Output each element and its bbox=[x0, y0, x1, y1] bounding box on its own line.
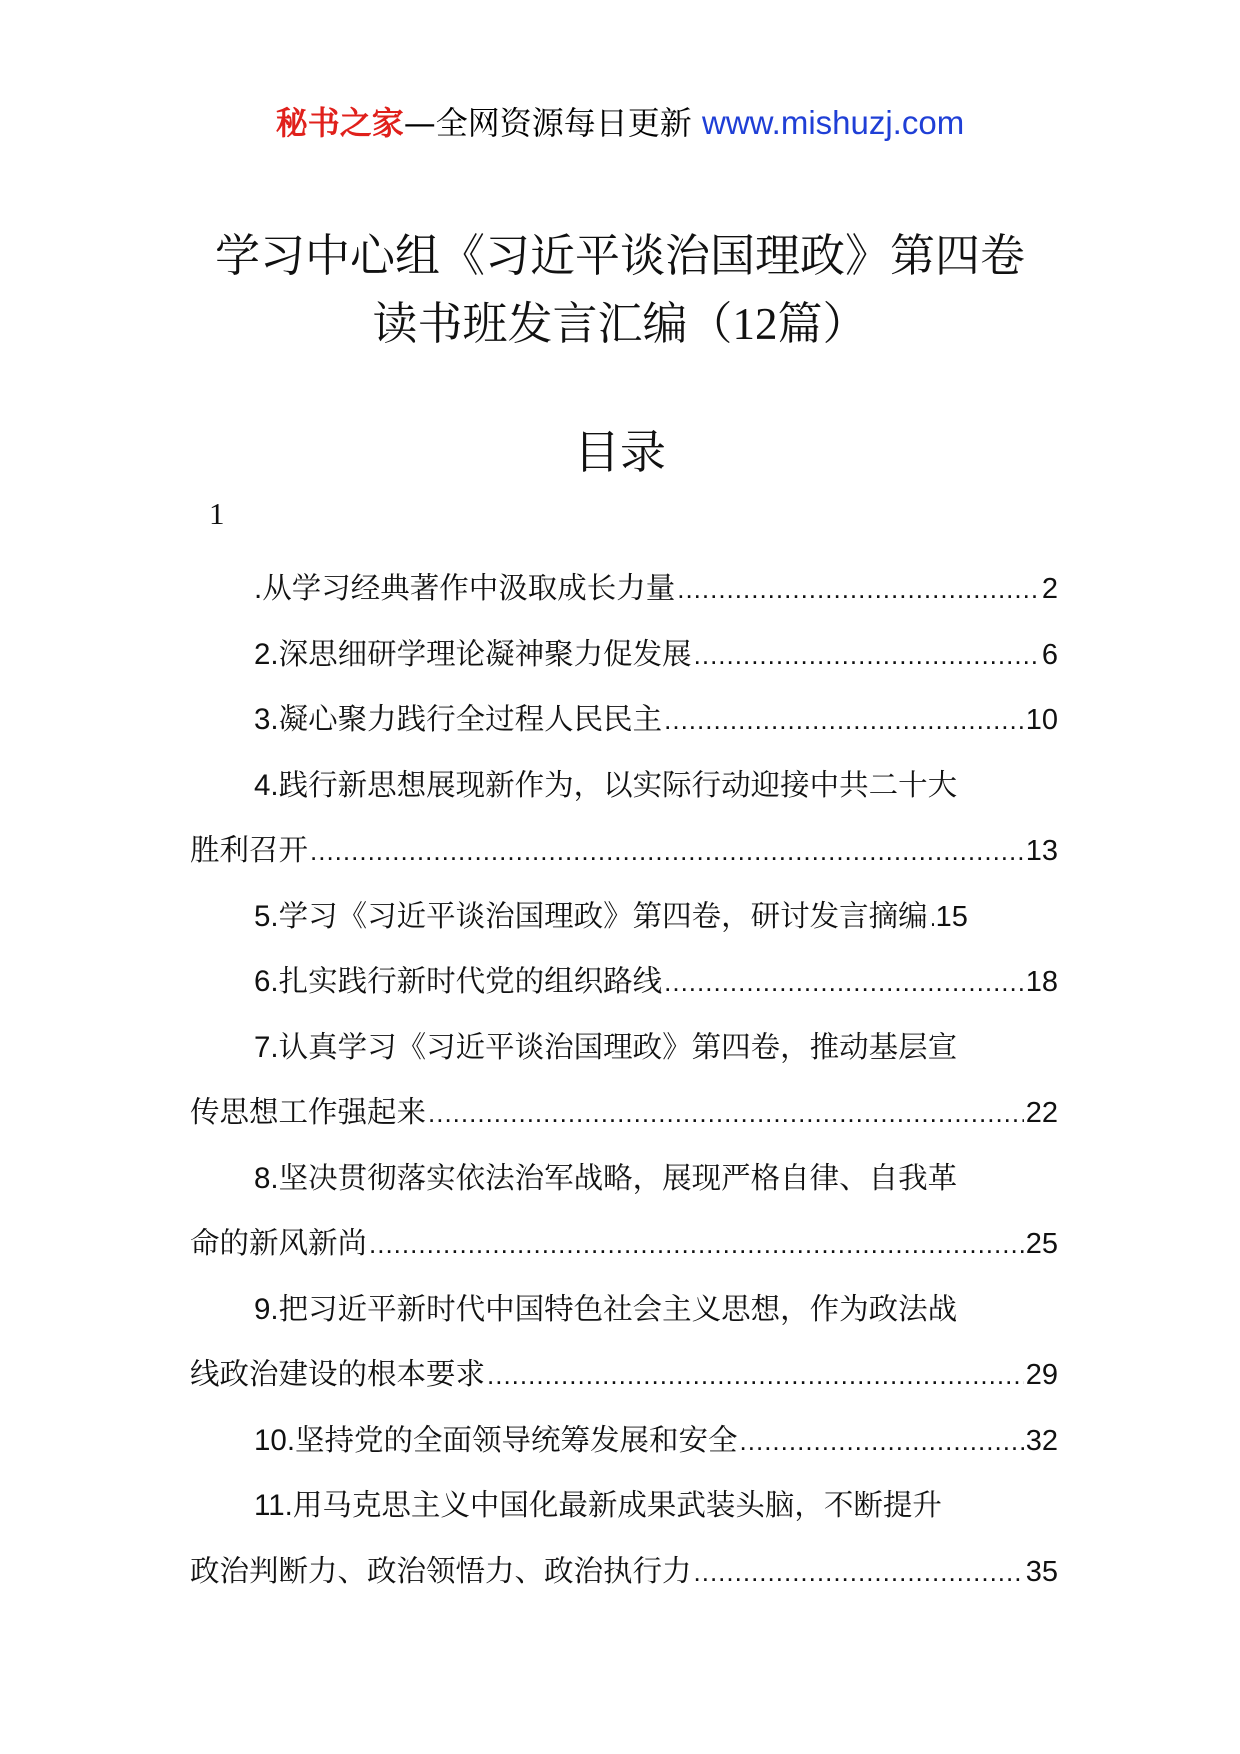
toc-entry-page: 25 bbox=[1025, 1228, 1058, 1260]
leader-dots bbox=[740, 1409, 1024, 1474]
leader-dots bbox=[930, 885, 934, 950]
header-banner bbox=[0, 100, 1240, 146]
toc-entry-9[interactable] bbox=[190, 1277, 1058, 1408]
toc-entry-number: 10. bbox=[254, 1423, 296, 1457]
toc-entry-title-continued: 命的新风新尚 bbox=[190, 1226, 368, 1260]
leader-dots bbox=[694, 623, 1040, 688]
toc-entry-number: 7. bbox=[254, 1030, 279, 1064]
toc-entry-page: 29 bbox=[1025, 1359, 1058, 1391]
toc-entry-number: 2. bbox=[254, 637, 279, 671]
toc-entry-title: 践行新思想展现新作为，以实际行动迎接中共二十大 bbox=[278, 767, 958, 802]
title-line-1: 学习中心组《习近平谈治国理政》第四卷 bbox=[214, 229, 1025, 282]
toc-entry-title-continued: 胜利召开 bbox=[190, 833, 309, 867]
toc-entry-page: 32 bbox=[1025, 1424, 1058, 1457]
leader-dots bbox=[664, 688, 1024, 753]
site-url-link[interactable]: www.mishuzj.com bbox=[701, 104, 965, 141]
tagline: —全网资源每日更新 bbox=[403, 104, 692, 142]
toc-entry-title: 坚决贯彻落实依法治军战略，展现严格自律、自我革 bbox=[278, 1160, 958, 1195]
toc-entry-page: 15 bbox=[935, 900, 968, 933]
leader-dots bbox=[487, 1343, 1024, 1408]
toc-entry-page: 10 bbox=[1025, 704, 1058, 736]
toc-entry-page: 13 bbox=[1025, 835, 1058, 867]
toc-entry-7[interactable] bbox=[190, 1015, 1058, 1146]
toc-entry-title: 深思细研学理论凝神聚力促发展 bbox=[278, 636, 692, 671]
document-title bbox=[0, 222, 1240, 358]
toc-entry-3[interactable] bbox=[190, 687, 1058, 753]
stray-number: 1 bbox=[209, 496, 225, 531]
title-line-2 bbox=[0, 290, 1240, 358]
leader-dots bbox=[664, 950, 1024, 1015]
leader-dots bbox=[677, 557, 1040, 622]
leader-dots bbox=[694, 1540, 1024, 1605]
table-of-contents bbox=[190, 556, 1058, 1604]
toc-entry-number: 9. bbox=[254, 1292, 279, 1326]
toc-entry-title: 凝心聚力践行全过程人民民主 bbox=[278, 702, 663, 736]
toc-entry-page: 35 bbox=[1025, 1555, 1058, 1588]
toc-entry-title-continued: 线政治建设的根本要求 bbox=[190, 1357, 486, 1391]
toc-entry-page: 22 bbox=[1025, 1097, 1058, 1129]
brand-name: 秘书之家 bbox=[275, 104, 404, 142]
toc-entry-5[interactable] bbox=[190, 884, 1058, 950]
toc-entry-number: 3. bbox=[254, 703, 279, 736]
toc-entry-title-continued: 政治判断力、政治领悟力、政治执行力 bbox=[190, 1553, 692, 1588]
title-line-2-num: 12 bbox=[732, 299, 778, 349]
toc-heading: 目录 bbox=[574, 425, 666, 479]
toc-entry-title: 从学习经典著作中汲取成长力量 bbox=[262, 571, 676, 605]
toc-entry-2[interactable] bbox=[190, 622, 1058, 688]
toc-entry-number: 6. bbox=[254, 965, 279, 998]
toc-entry-title-continued: 传思想工作强起来 bbox=[190, 1095, 427, 1129]
toc-entry-number: 5. bbox=[254, 899, 279, 933]
toc-entry-title: 学习《习近平谈治国理政》第四卷，研讨发言摘编 bbox=[278, 898, 928, 933]
toc-entry-6[interactable] bbox=[190, 949, 1058, 1015]
toc-entry-page: 6 bbox=[1041, 638, 1058, 671]
title-line-2-post: 篇） bbox=[777, 297, 868, 350]
toc-entry-number: 8. bbox=[254, 1161, 279, 1195]
toc-entry-1[interactable] bbox=[190, 556, 1058, 622]
toc-entry-title: 用马克思主义中国化最新成果武装头脑，不断提升 bbox=[292, 1488, 942, 1522]
toc-entry-title: 坚持党的全面领导统筹发展和安全 bbox=[295, 1422, 738, 1457]
leader-dots bbox=[428, 1081, 1024, 1146]
leader-dots bbox=[310, 819, 1024, 884]
toc-entry-11[interactable] bbox=[190, 1473, 1058, 1604]
toc-entry-title: 把习近平新时代中国特色社会主义思想，作为政法战 bbox=[278, 1291, 958, 1326]
toc-entry-number: 4. bbox=[254, 768, 279, 802]
toc-entry-8[interactable] bbox=[190, 1146, 1058, 1277]
toc-entry-10[interactable] bbox=[190, 1408, 1058, 1474]
toc-entry-4[interactable] bbox=[190, 753, 1058, 884]
toc-entry-number: . bbox=[254, 572, 263, 605]
leader-dots bbox=[369, 1212, 1024, 1277]
toc-entry-page: 18 bbox=[1025, 966, 1058, 998]
toc-entry-page: 2 bbox=[1041, 573, 1058, 605]
toc-entry-number: 11. bbox=[254, 1489, 293, 1522]
toc-entry-title: 认真学习《习近平谈治国理政》第四卷，推动基层宣 bbox=[278, 1029, 958, 1064]
title-line-2-pre: 读书班发言汇编（ bbox=[372, 297, 733, 350]
toc-entry-title: 扎实践行新时代党的组织路线 bbox=[278, 964, 663, 998]
